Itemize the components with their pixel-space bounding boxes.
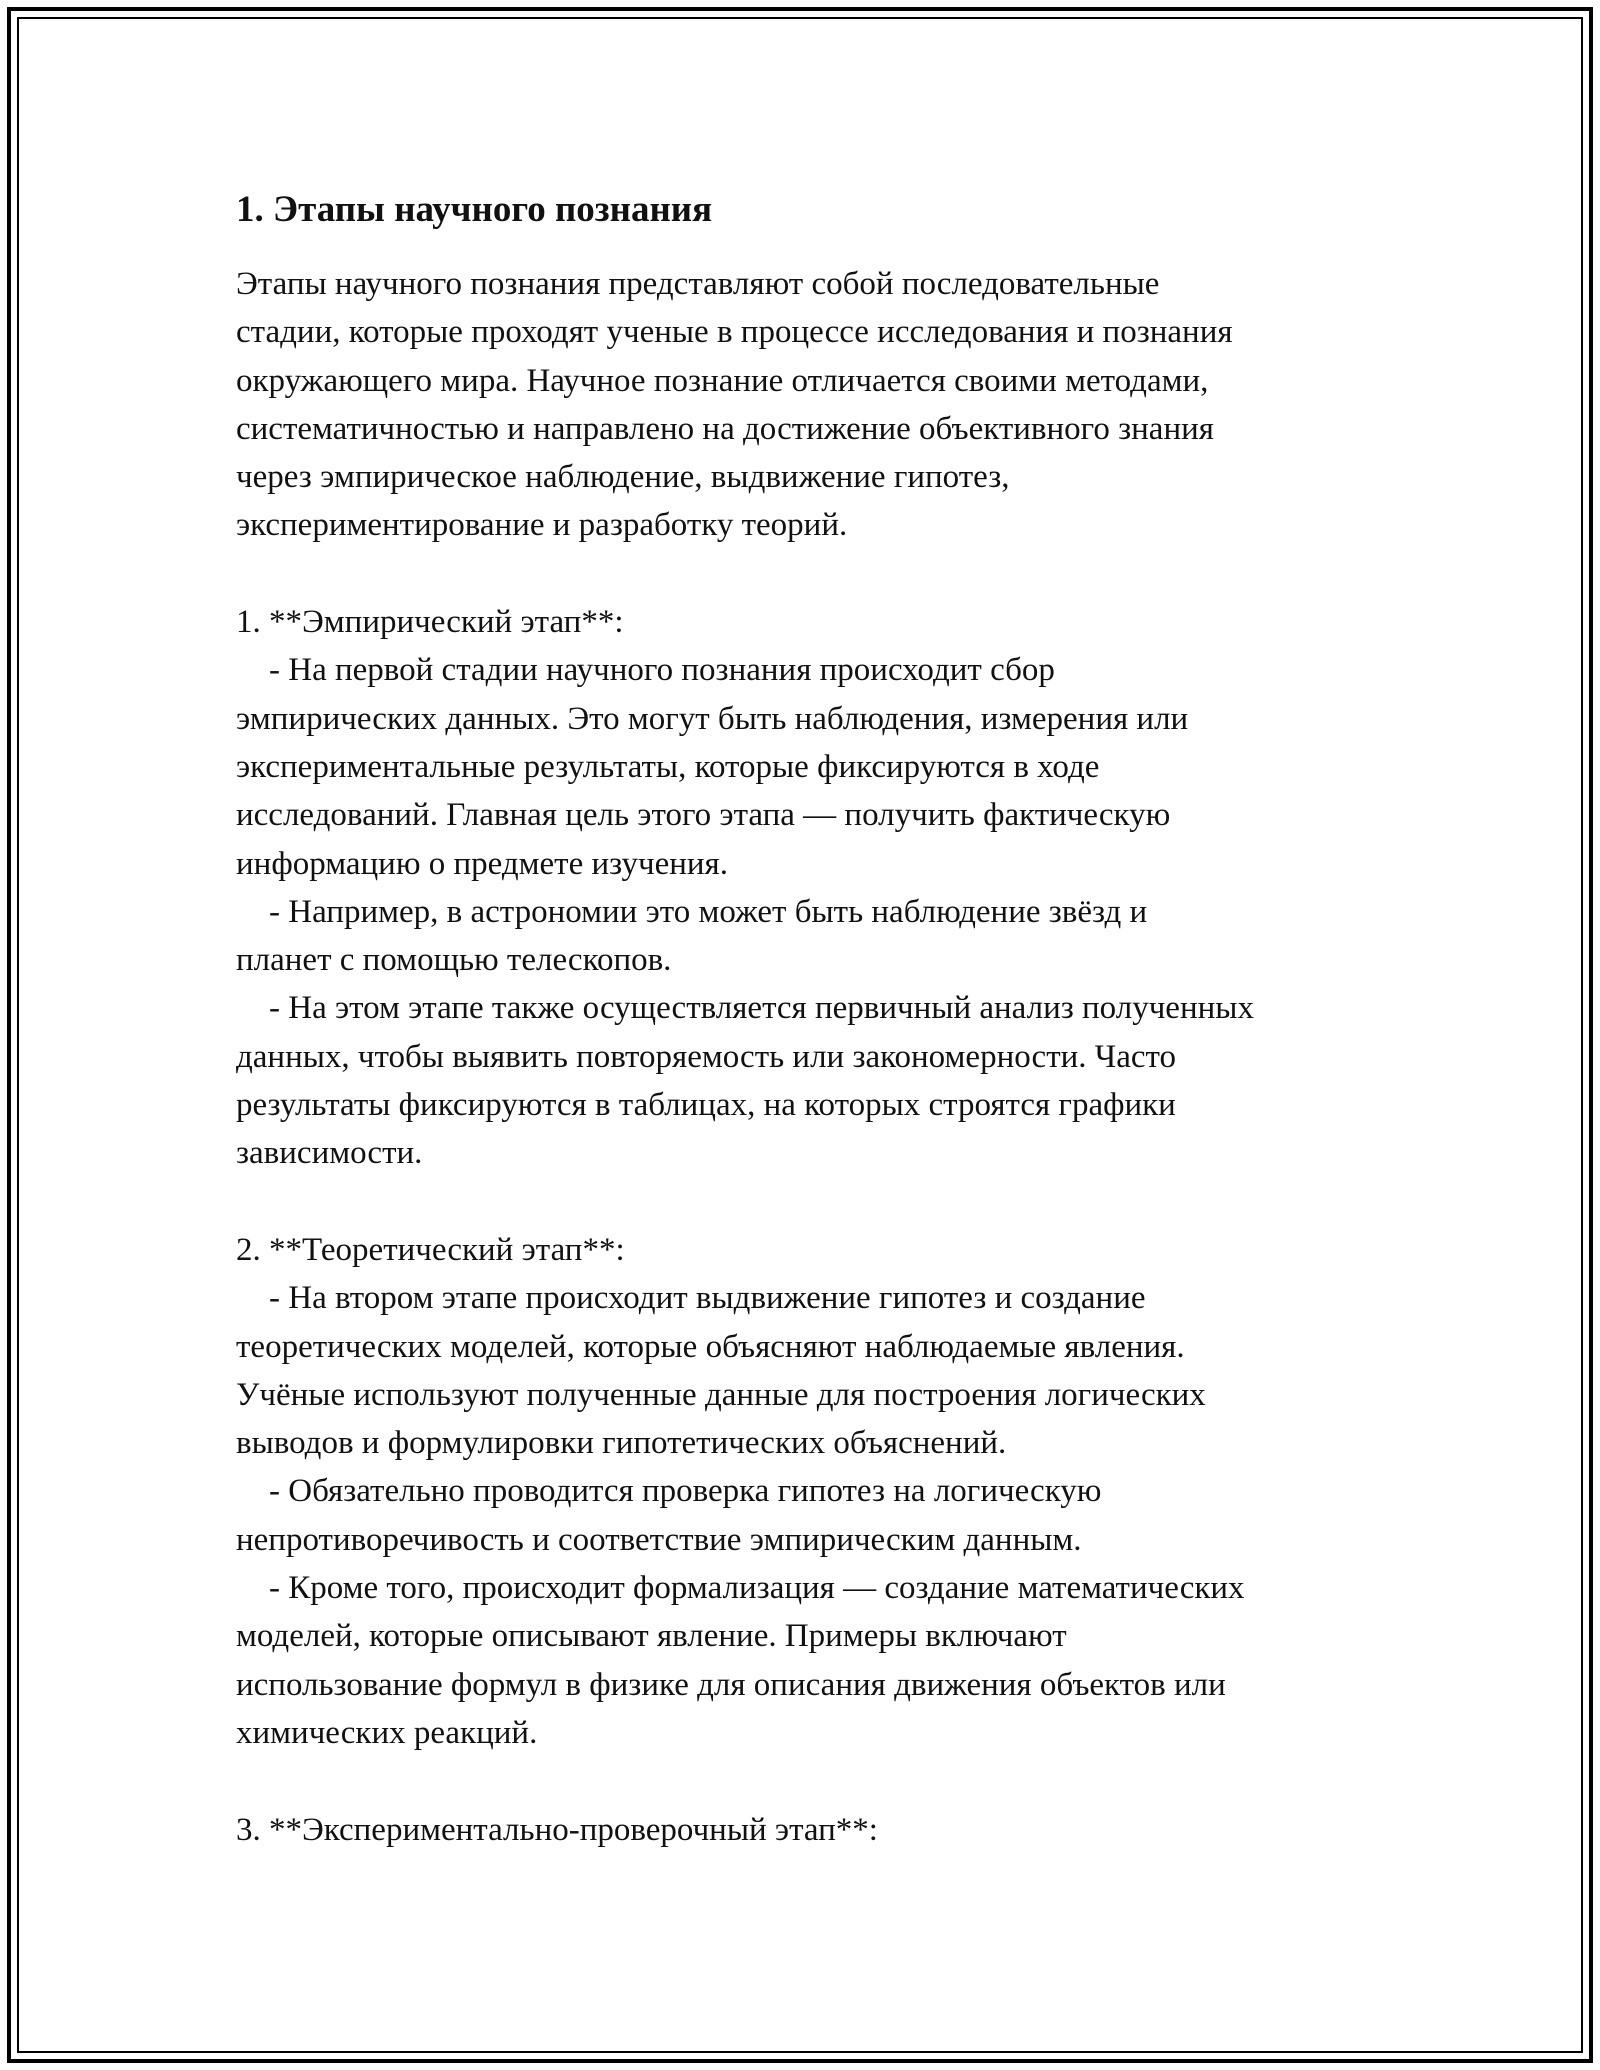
text-line: результаты фиксируются в таблицах, на которых строятся графики bbox=[236, 1087, 1176, 1124]
document-text bbox=[236, 260, 1396, 1854]
text-line: окружающего мира. Научное познание отличается своими методами, bbox=[236, 362, 1209, 399]
text-line: экспериментирование и разработку теорий. bbox=[236, 507, 848, 544]
text-line: исследований. Главная цель этого этапа — получить фактическую bbox=[236, 797, 1171, 834]
text-line: непротиворечивость и соответствие эмпирическим данным. bbox=[236, 1521, 1082, 1558]
text-line: зависимости. bbox=[236, 1135, 423, 1172]
text-line: данных, чтобы выявить повторяемость или закономерности. Часто bbox=[236, 1038, 1177, 1075]
text-line: планет с помощью телескопов. bbox=[236, 942, 672, 979]
text-line: стадии, которые проходят ученые в процессе исследования и познания bbox=[236, 314, 1233, 351]
text-line: через эмпирическое наблюдение, выдвижение гипотез, bbox=[236, 459, 1010, 496]
text-line: систематичностью и направлено на достижение объективного знания bbox=[236, 410, 1214, 447]
text-line: - На втором этапе происходит выдвижение гипотез и создание bbox=[236, 1280, 1146, 1317]
text-line: - Обязательно проводится проверка гипотез на логическую bbox=[236, 1473, 1102, 1510]
text-line: экспериментальные результаты, которые фиксируются в ходе bbox=[236, 748, 1100, 785]
text-line: эмпирических данных. Это могут быть наблюдения, измерения или bbox=[236, 700, 1189, 737]
text-line: - Например, в астрономии это может быть наблюдение звёзд и bbox=[236, 893, 1148, 930]
blank-line bbox=[236, 1178, 1396, 1226]
text-line: выводов и формулировки гипотетических объяснений. bbox=[236, 1425, 1007, 1462]
text-line: Этапы научного познания представляют собой последовательные bbox=[236, 266, 1160, 302]
text-line: информацию о предмете изучения. bbox=[236, 845, 728, 882]
text-line: - На этом этапе также осуществляется первичный анализ полученных bbox=[236, 990, 1254, 1027]
text-line: - На первой стадии научного познания происходит сбор bbox=[236, 652, 1055, 689]
section-heading-experimental: 3. **Экспериментально-проверочный этап**: bbox=[236, 1811, 878, 1848]
text-line: моделей, которые описывают явление. Примеры включают bbox=[236, 1618, 1067, 1655]
section-heading-theoretical: 2. **Теоретический этап**: bbox=[236, 1231, 625, 1268]
text-line: использование формул в физике для описания движения объектов или bbox=[236, 1666, 1226, 1703]
blank-line bbox=[236, 1757, 1396, 1805]
text-line: теоретических моделей, которые объясняют наблюдаемые явления. bbox=[236, 1328, 1185, 1365]
blank-line bbox=[236, 550, 1396, 598]
document-body bbox=[236, 186, 1396, 1854]
text-line: Учёные используют полученные данные для построения логических bbox=[236, 1376, 1206, 1413]
text-line: химических реакций. bbox=[236, 1714, 538, 1751]
section-heading-empirical: 1. **Эмпирический этап**: bbox=[236, 604, 624, 641]
text-line: - Кроме того, происходит формализация — создание математических bbox=[236, 1570, 1245, 1607]
document-title: 1. Этапы научного познания bbox=[236, 189, 713, 230]
